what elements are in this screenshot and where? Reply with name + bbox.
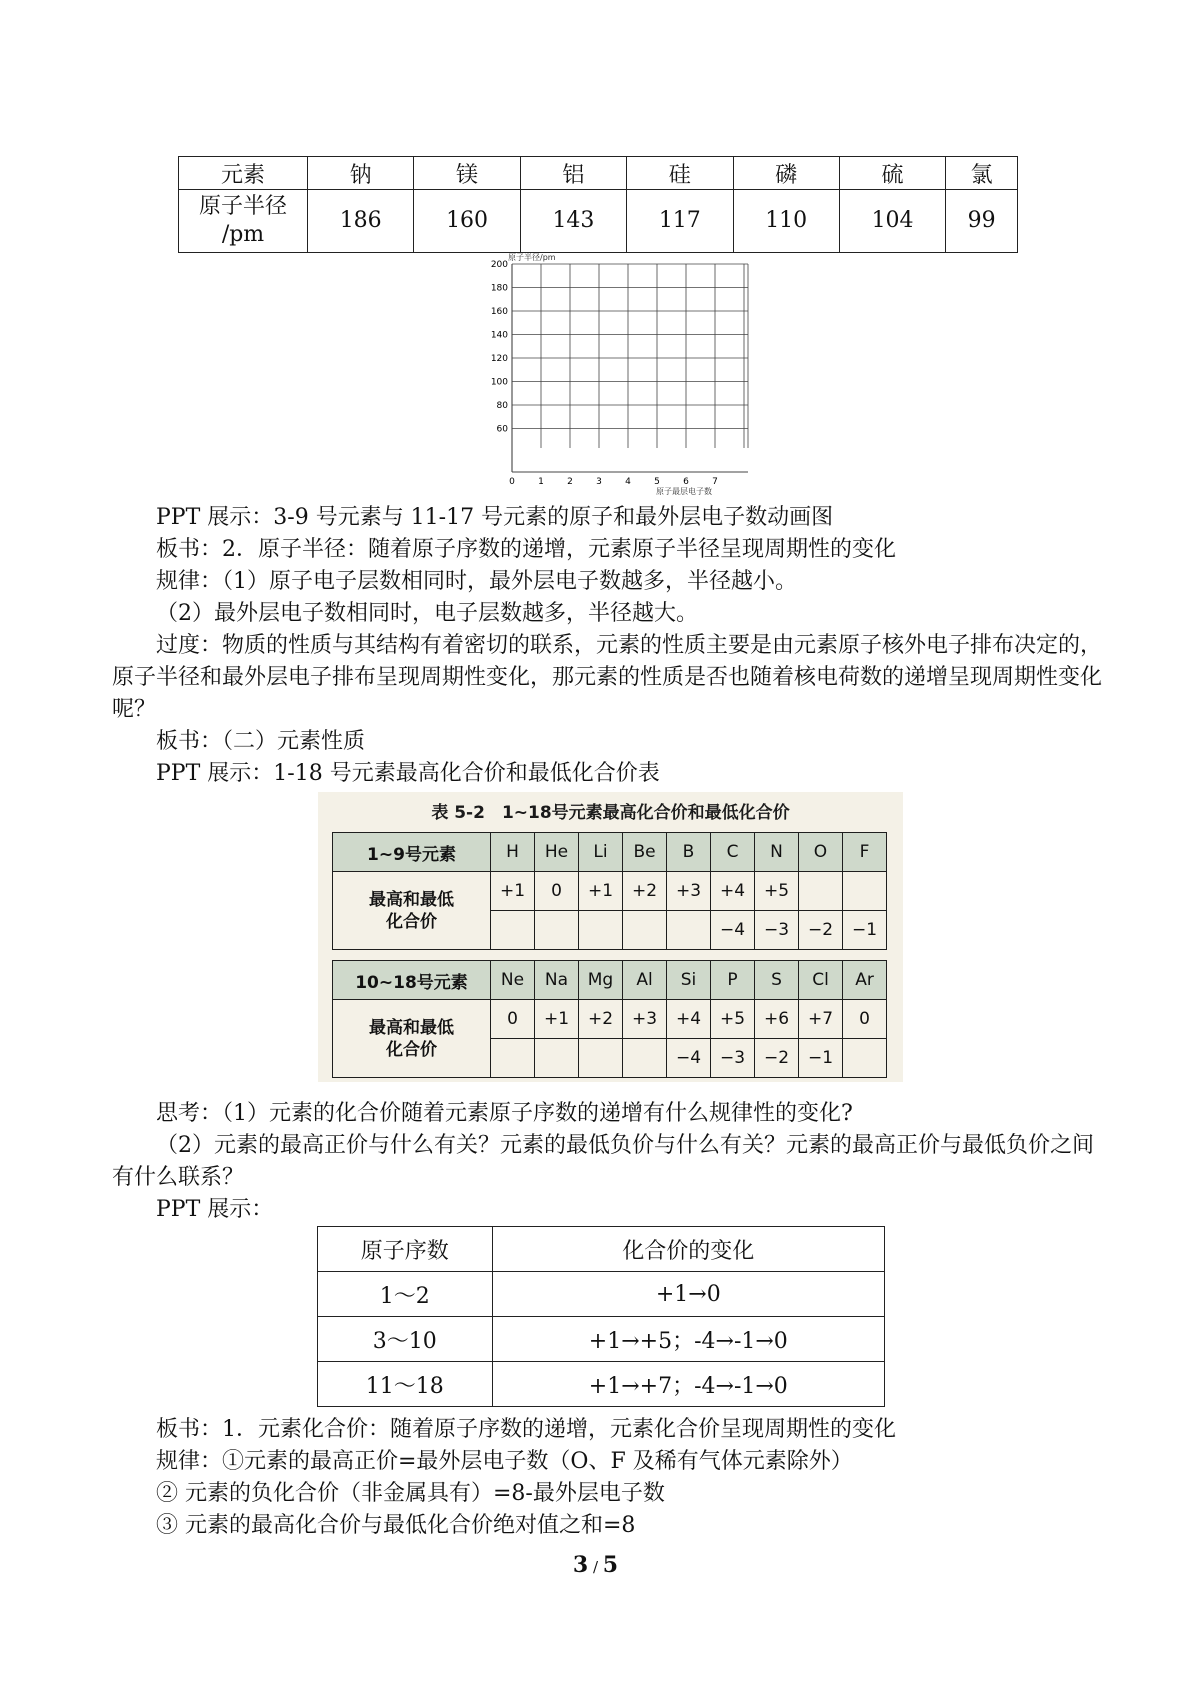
x-tick-label: 4	[625, 477, 631, 487]
atomic-radius-table	[178, 156, 1018, 253]
highest-cell: +2	[579, 1000, 623, 1039]
row-label-line1: 最高和最低	[369, 1017, 454, 1038]
highest-cell: +4	[667, 1000, 711, 1039]
symbol-cell: Li	[579, 833, 623, 872]
atomic-number-cell: 1～2	[318, 1272, 493, 1317]
text-ppt-animation: PPT 展示：3-9 号元素与 11-17 号元素的原子和最外层电子数动画图	[156, 505, 834, 530]
row-label-line2: /pm	[221, 222, 265, 247]
symbol-cell: Cl	[799, 961, 843, 1000]
symbol-cell: He	[535, 833, 579, 872]
blank-grid-chart	[470, 252, 760, 496]
row-label-cell	[179, 190, 308, 253]
text-rule-valence-2: ② 元素的负化合价（非金属具有）=8-最外层电子数	[156, 1481, 665, 1506]
element-cell: 硅	[627, 157, 733, 190]
y-tick-label: 180	[490, 283, 508, 294]
lowest-cell: −2	[799, 911, 843, 950]
group-label: 1~9号元素	[333, 833, 491, 872]
valence-change-cell: +1→+5；-4→-1→0	[492, 1317, 884, 1362]
value-cell: 99	[946, 190, 1018, 253]
value-cell: 186	[308, 190, 414, 253]
valence-row-label	[333, 1000, 491, 1078]
highest-cell: +1	[491, 872, 535, 911]
lowest-cell	[623, 1039, 667, 1078]
lowest-cell	[623, 911, 667, 950]
element-cell: 镁	[414, 157, 520, 190]
y-axis-label: 原子半径/pm	[508, 253, 556, 262]
x-tick-label: 1	[538, 477, 544, 487]
lowest-cell: −4	[667, 1039, 711, 1078]
text-rule-valence-3: ③ 元素的最高化合价与最低化合价绝对值之和=8	[156, 1513, 636, 1538]
lowest-cell: −3	[755, 911, 799, 950]
highest-cell: +1	[535, 1000, 579, 1039]
symbol-cell: Ar	[843, 961, 887, 1000]
x-tick-label: 2	[567, 477, 573, 487]
lowest-cell: −1	[843, 911, 887, 950]
highest-cell: +3	[667, 872, 711, 911]
valence-change-cell: +1→0	[492, 1272, 884, 1317]
highest-cell	[799, 872, 843, 911]
y-tick-label: 100	[490, 377, 508, 388]
text-rule-valence-1: 规律：①元素的最高正价=最外层电子数（O、F 及稀有气体元素除外）	[156, 1449, 853, 1474]
row-label-line1: 最高和最低	[369, 889, 454, 910]
header-cell: 化合价的变化	[492, 1227, 884, 1272]
highest-cell: 0	[843, 1000, 887, 1039]
highest-cell: +3	[623, 1000, 667, 1039]
text-think-1: 思考：（1）元素的化合价随着元素原子序数的递增有什么规律性的变化?	[156, 1101, 853, 1126]
value-cell: 160	[414, 190, 520, 253]
lowest-cell	[535, 1039, 579, 1078]
text-board-valence: 板书：1．元素化合价：随着原子序数的递增，元素化合价呈现周期性的变化	[156, 1417, 896, 1442]
value-cell: 104	[839, 190, 945, 253]
x-tick-label: 5	[654, 477, 660, 487]
element-cell: 硫	[839, 157, 945, 190]
atomic-number-cell: 3～10	[318, 1317, 493, 1362]
text-board-properties: 板书：（二）元素性质	[156, 729, 366, 754]
y-tick-label: 140	[490, 330, 508, 341]
element-cell: 磷	[733, 157, 839, 190]
row-label-line1: 原子半径	[198, 194, 287, 219]
text-ppt-valence-table: PPT 展示：1-18 号元素最高化合价和最低化合价表	[156, 761, 660, 786]
lowest-cell	[535, 911, 579, 950]
valence-table-image	[318, 792, 903, 1082]
y-tick-label: 160	[490, 307, 508, 317]
x-tick-label: 3	[596, 477, 602, 487]
lowest-cell	[579, 1039, 623, 1078]
y-tick-label: 200	[490, 260, 508, 270]
symbol-cell: F	[843, 833, 887, 872]
lowest-cell	[579, 911, 623, 950]
value-cell: 110	[733, 190, 839, 253]
symbol-cell: Na	[535, 961, 579, 1000]
y-tick-label: 60	[496, 424, 508, 435]
highest-cell	[843, 872, 887, 911]
symbol-cell: N	[755, 833, 799, 872]
symbol-cell: Mg	[579, 961, 623, 1000]
lowest-cell	[491, 911, 535, 950]
x-tick-label: 0	[509, 477, 515, 487]
row-label-line2: 化合价	[386, 1039, 437, 1060]
text-think-2: （2）元素的最高正价与什么有关？元素的最低负价与什么有关？元素的最高正价与最低负价之间有什么联系？	[112, 1133, 1095, 1190]
y-tick-label: 120	[490, 354, 508, 364]
lowest-cell	[843, 1039, 887, 1078]
symbol-cell: S	[755, 961, 799, 1000]
lowest-cell	[491, 1039, 535, 1078]
x-tick-label: 7	[712, 477, 718, 487]
highest-cell: +5	[755, 872, 799, 911]
symbol-cell: Ne	[491, 961, 535, 1000]
page-current: 3	[572, 1552, 589, 1578]
symbol-cell: B	[667, 833, 711, 872]
page-separator: /	[588, 1558, 603, 1576]
group-label: 10~18号元素	[333, 961, 491, 1000]
symbol-cell: C	[711, 833, 755, 872]
valence-table	[332, 832, 887, 1078]
highest-cell: +1	[579, 872, 623, 911]
highest-cell: +4	[711, 872, 755, 911]
element-cell: 钠	[308, 157, 414, 190]
highest-cell: +6	[755, 1000, 799, 1039]
highest-cell: 0	[491, 1000, 535, 1039]
symbol-cell: Be	[623, 833, 667, 872]
text-transition: 过度：物质的性质与其结构有着密切的联系，元素的性质主要是由元素原子核外电子排布决定的，原子半径和最外层电子排布呈现周期性变化，那元素的性质是否也随着核电荷数的递增呈现周期性变化呢？	[112, 633, 1103, 722]
symbol-cell: H	[491, 833, 535, 872]
lowest-cell: −3	[711, 1039, 755, 1078]
valence-table-title: 表 5-2 1~18号元素最高化合价和最低化合价	[431, 803, 790, 823]
element-cell: 铝	[520, 157, 626, 190]
lowest-cell: −1	[799, 1039, 843, 1078]
highest-cell: +7	[799, 1000, 843, 1039]
text-rule-2: （2）最外层电子数相同时，电子层数越多，半径越大。	[156, 601, 698, 626]
value-cell: 143	[520, 190, 626, 253]
symbol-cell: P	[711, 961, 755, 1000]
symbol-cell: Si	[667, 961, 711, 1000]
text-rule-1: 规律：（1）原子电子层数相同时，最外层电子数越多，半径越小。	[156, 569, 797, 594]
valence-change-table	[317, 1226, 885, 1407]
text-board-radius: 板书：2．原子半径：随着原子序数的递增，元素原子半径呈现周期性的变化	[156, 537, 896, 562]
symbol-cell: O	[799, 833, 843, 872]
lowest-cell: −4	[711, 911, 755, 950]
y-tick-label: 80	[496, 401, 508, 411]
x-tick-label: 6	[683, 477, 689, 487]
highest-cell: +2	[623, 872, 667, 911]
highest-cell: +5	[711, 1000, 755, 1039]
element-cell: 氯	[946, 157, 1018, 190]
header-cell: 元素	[179, 157, 308, 190]
lowest-cell	[667, 911, 711, 950]
text-ppt-show: PPT 展示：	[156, 1197, 274, 1222]
page-number	[0, 1552, 1191, 1578]
highest-cell: 0	[535, 872, 579, 911]
valence-change-cell: +1→+7；-4→-1→0	[492, 1362, 884, 1407]
x-axis-label: 原子最层电子数	[656, 487, 712, 496]
atomic-number-cell: 11～18	[318, 1362, 493, 1407]
page-total: 5	[602, 1552, 619, 1578]
value-cell: 117	[627, 190, 733, 253]
header-cell: 原子序数	[318, 1227, 493, 1272]
valence-row-label	[333, 872, 491, 950]
row-label-line2: 化合价	[386, 911, 437, 932]
lowest-cell: −2	[755, 1039, 799, 1078]
symbol-cell: Al	[623, 961, 667, 1000]
